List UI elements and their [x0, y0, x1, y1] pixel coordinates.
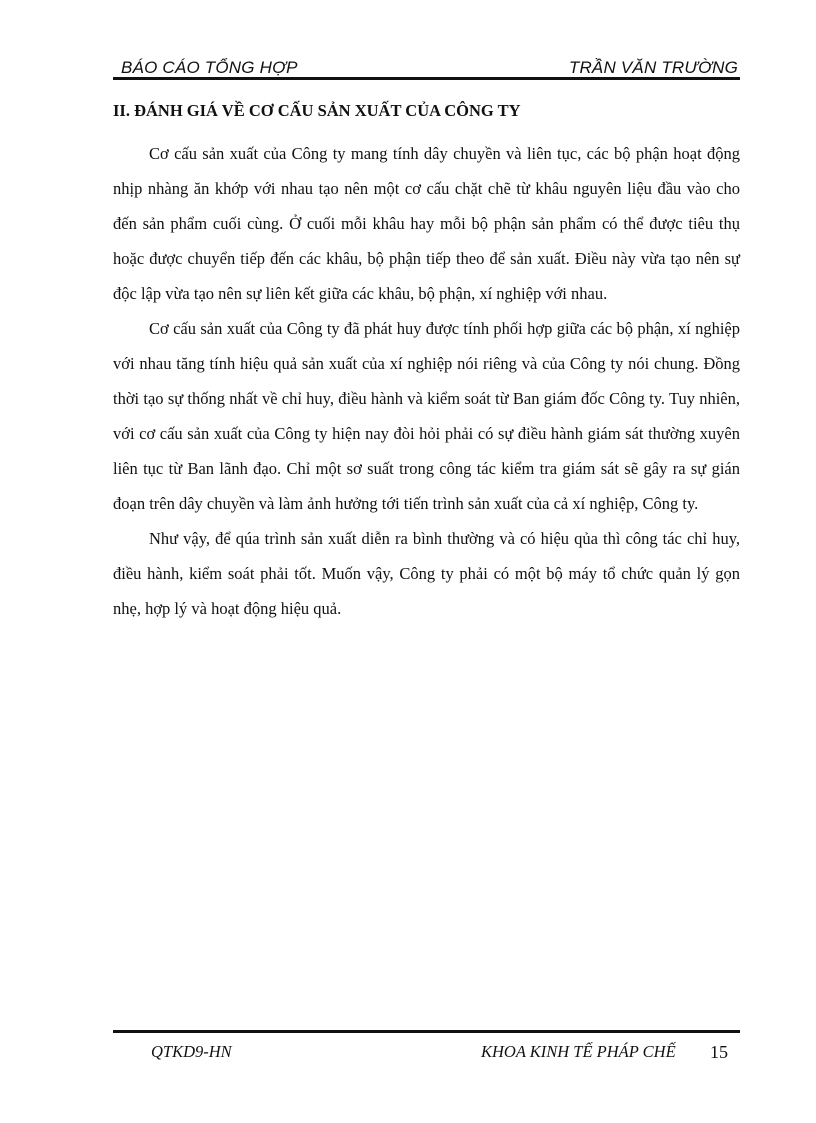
document-body	[113, 98, 740, 626]
page-number: 15	[710, 1042, 728, 1062]
header-author-name: TRẦN VĂN TRƯỜNG	[568, 58, 738, 77]
page-header	[113, 50, 740, 80]
header-report-title: BÁO CÁO TỔNG HỢP	[121, 58, 298, 77]
footer-class-code: QTKD9-HN	[151, 1042, 232, 1061]
footer-faculty-name: KHOA KINH TẾ PHÁP CHẾ	[481, 1042, 676, 1061]
paragraph-2: Cơ cấu sản xuất của Công ty đã phát huy được tính phối hợp giữa các bộ phận, xí nghiệp với nhau tăng tính hiệu quả sản xuất của xí nghiệp nói riêng và của Công ty nói chung. Đồng thời tạo sự thống nhất về chỉ huy, điều hành và kiểm soát từ Ban giám đốc Công ty. Tuy nhiên, với cơ cấu sản xuất của Công ty hiện nay đòi hỏi phải có sự điều hành giám sát thường xuyên liên tục từ Ban lãnh đạo. Chỉ một sơ suất trong công tác kiểm tra giám sát sẽ gây ra sự gián đoạn trên dây chuyền và làm ảnh hưởng tới tiến trình sản xuất của cả xí nghiệp, Công ty.	[113, 319, 740, 513]
section-title: II. ĐÁNH GIÁ VỀ CƠ CẤU SẢN XUẤT CỦA CÔNG TY	[113, 101, 521, 120]
page-footer	[113, 1028, 740, 1068]
paragraph-1: Cơ cấu sản xuất của Công ty mang tính dây chuyền và liên tục, các bộ phận hoạt động nhịp nhàng ăn khớp với nhau tạo nên một cơ cấu chặt chẽ từ khâu nguyên liệu đầu vào cho đến sản phẩm cuối cùng. Ở cuối mỗi khâu hay mỗi bộ phận sản phẩm có thể được tiêu thụ hoặc được chuyển tiếp đến các khâu, bộ phận tiếp theo để sản xuất. Điều này vừa tạo nên sự độc lập vừa tạo nên sự liên kết giữa các khâu, bộ phận, xí nghiệp với nhau.	[113, 144, 740, 303]
header-divider	[113, 77, 740, 80]
paragraph-3: Như vậy, để qúa trình sản xuất diễn ra bình thường và có hiệu qủa thì công tác chỉ huy, điều hành, kiểm soát phải tốt. Muốn vậy, Công ty phải có một bộ máy tổ chức quản lý gọn nhẹ, hợp lý và hoạt động hiệu quả.	[113, 529, 740, 618]
footer-divider	[113, 1030, 740, 1033]
